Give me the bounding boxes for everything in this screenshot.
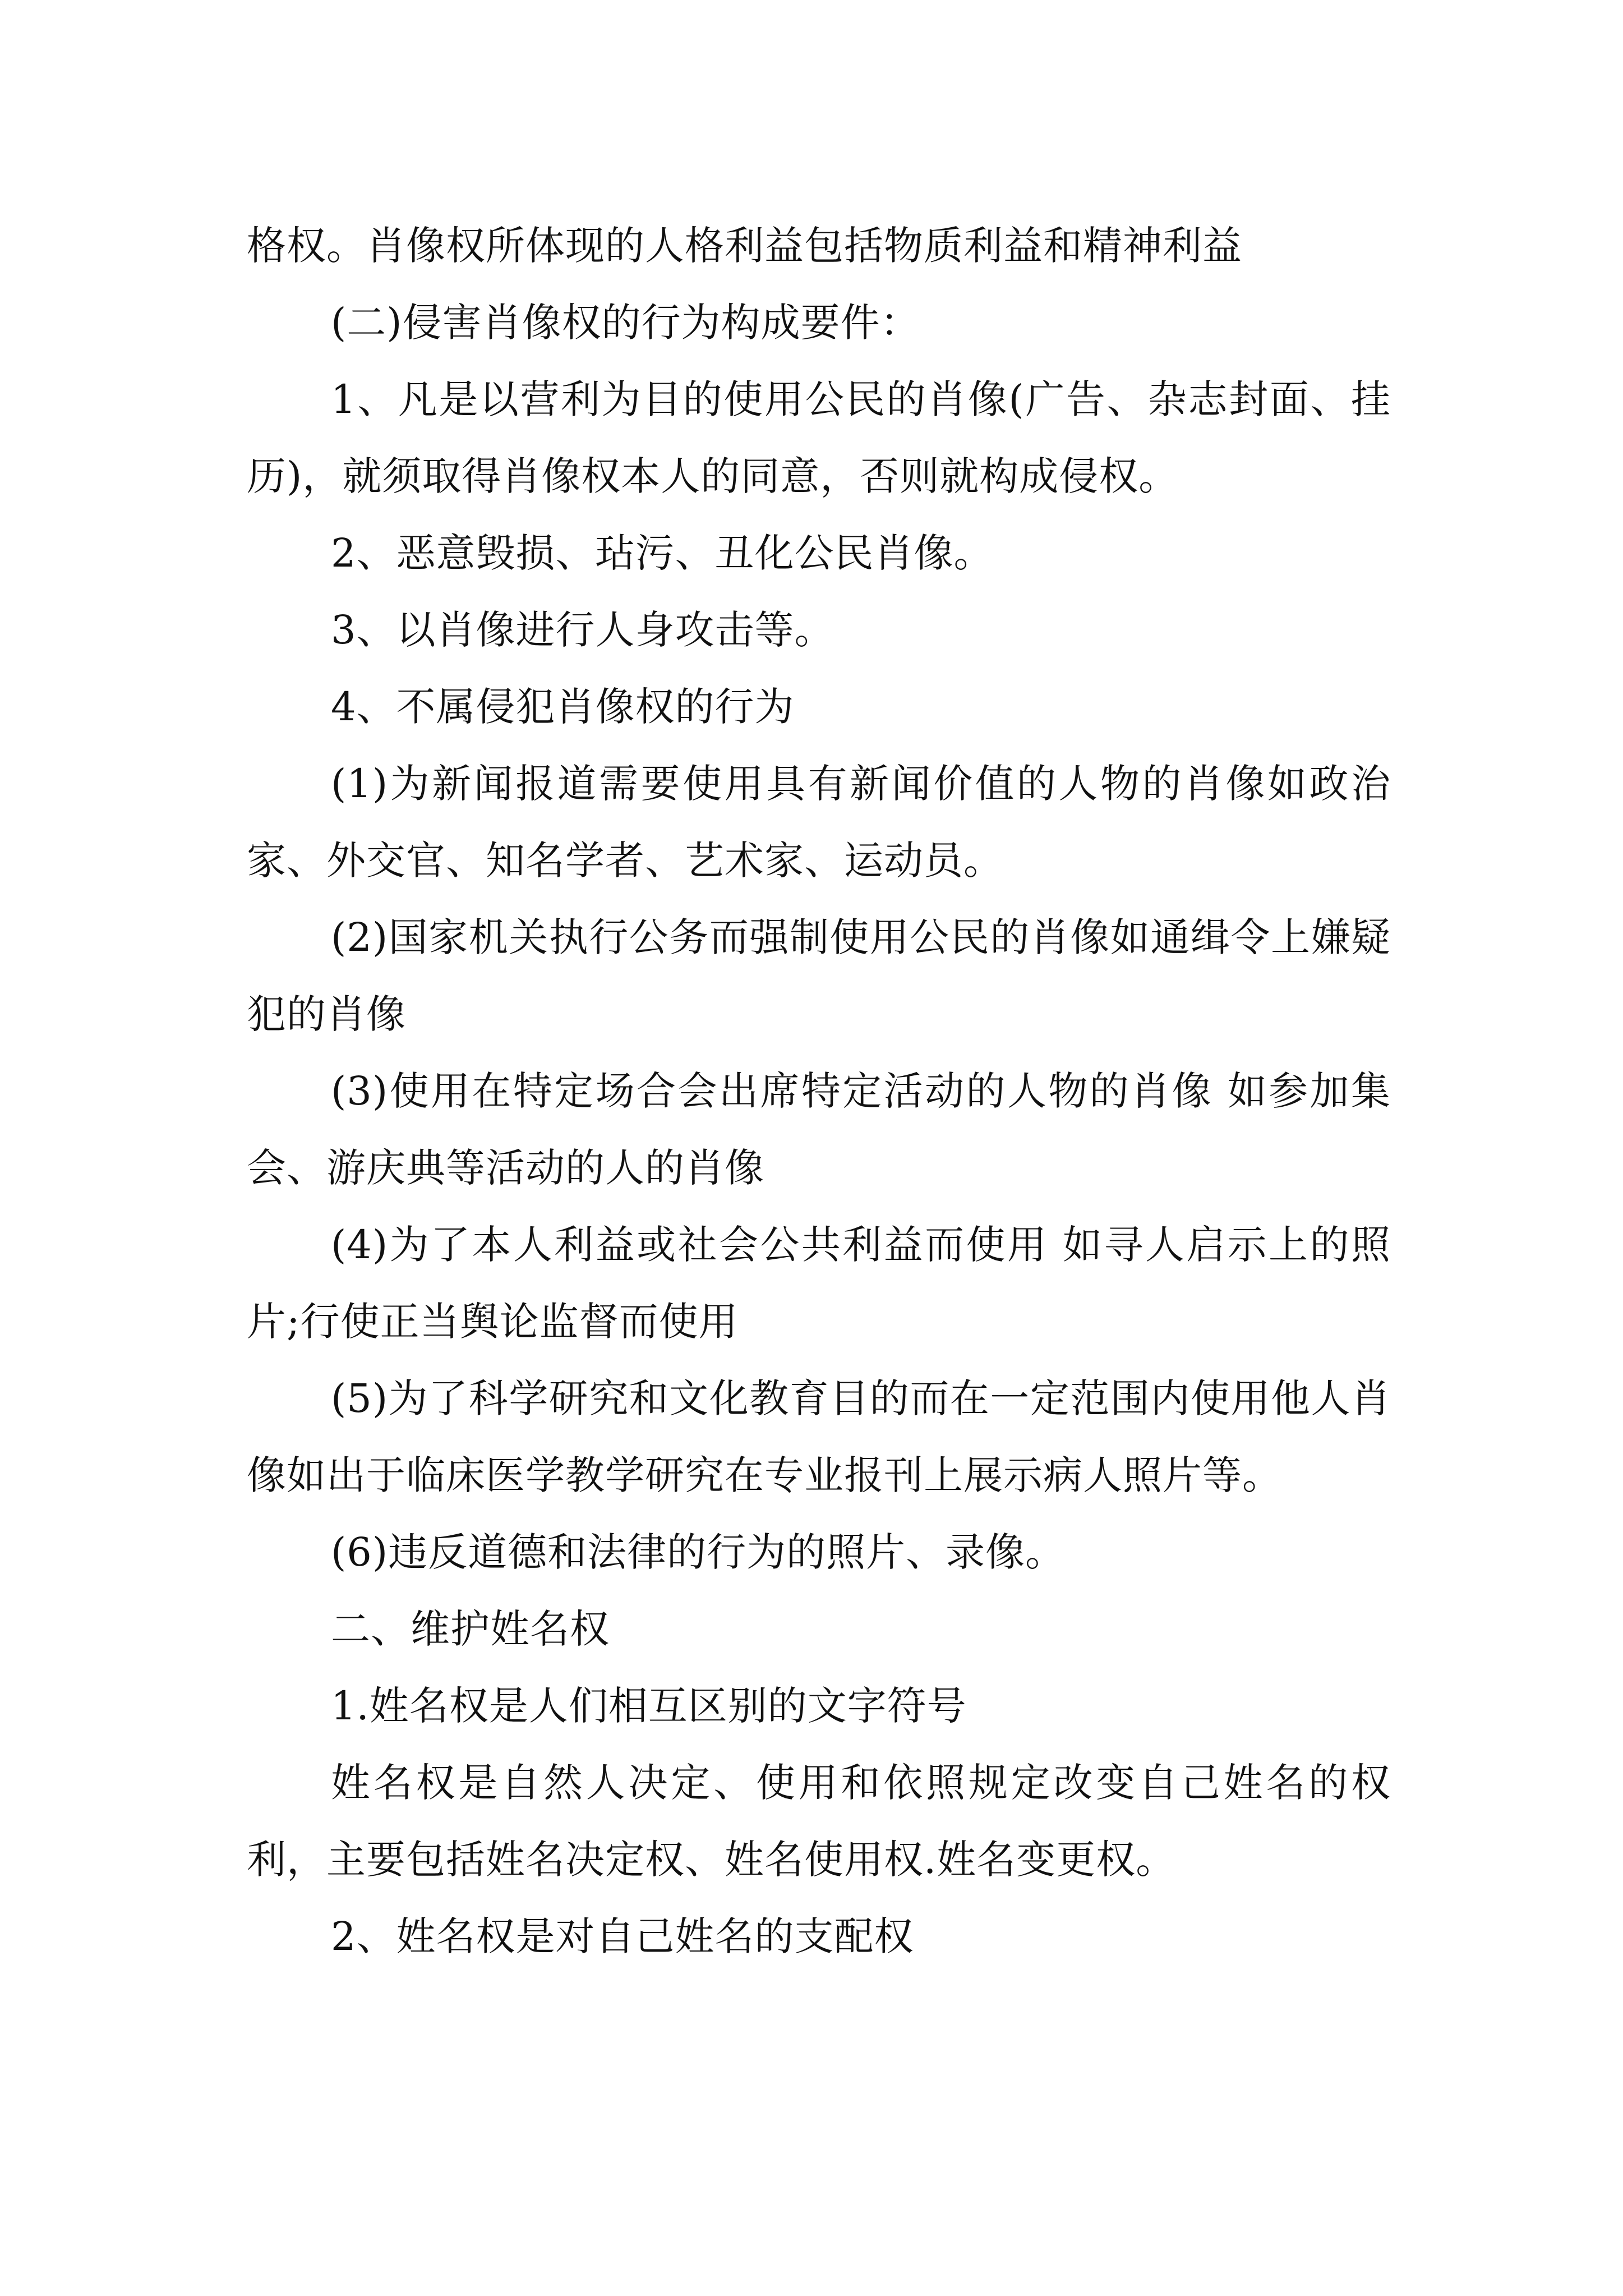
sub-list-item: (6)违反道德和法律的行为的照片、录像。 bbox=[331, 1529, 1066, 1575]
paragraph: 姓名权是自然人决定、使用和依照规定改变自己姓名的权利，主要包括姓名决定权、姓名使用权.姓名变更权。 bbox=[247, 1760, 1391, 1883]
sub-list-item: (3)使用在特定场合会出席特定活动的人物的肖像 如参加集会、游庆典等活动的人的肖像 bbox=[247, 1068, 1391, 1191]
sub-list-item: (5)为了科学研究和文化教育目的而在一定范围内使用他人肖像如出于临床医学教学研究在专业报刊上展示病人照片等。 bbox=[247, 1375, 1391, 1498]
sub-list-item: (4)为了本人利益或社会公共利益而使用 如寻人启示上的照片;行使正当舆论监督而使用 bbox=[247, 1222, 1391, 1345]
list-item: 1、凡是以营利为目的使用公民的肖像(广告、杂志封面、挂历)，就须取得肖像权本人的同意，否则就构成侵权。 bbox=[247, 376, 1391, 499]
list-item: 4、不属侵犯肖像权的行为 bbox=[331, 684, 795, 730]
list-item: 3、以肖像进行人身攻击等。 bbox=[331, 607, 834, 653]
list-item: 2、恶意毁损、玷污、丑化公民肖像。 bbox=[331, 530, 994, 576]
document-body bbox=[247, 208, 1391, 1975]
section-heading: 二、维护姓名权 bbox=[331, 1606, 610, 1652]
list-item: 1.姓名权是人们相互区别的文字符号 bbox=[331, 1683, 967, 1729]
section-heading: (二)侵害肖像权的行为构成要件： bbox=[331, 300, 920, 346]
sub-list-item: (2)国家机关执行公务而强制使用公民的肖像如通缉令上嫌疑犯的肖像 bbox=[247, 914, 1391, 1037]
paragraph: 格权。肖像权所体现的人格利益包括物质利益和精神利益 bbox=[247, 223, 1242, 269]
sub-list-item: (1)为新闻报道需要使用具有新闻价值的人物的肖像如政治家、外交官、知名学者、艺术家、运动员。 bbox=[247, 761, 1391, 884]
list-item: 2、姓名权是对自己姓名的支配权 bbox=[331, 1913, 914, 1959]
